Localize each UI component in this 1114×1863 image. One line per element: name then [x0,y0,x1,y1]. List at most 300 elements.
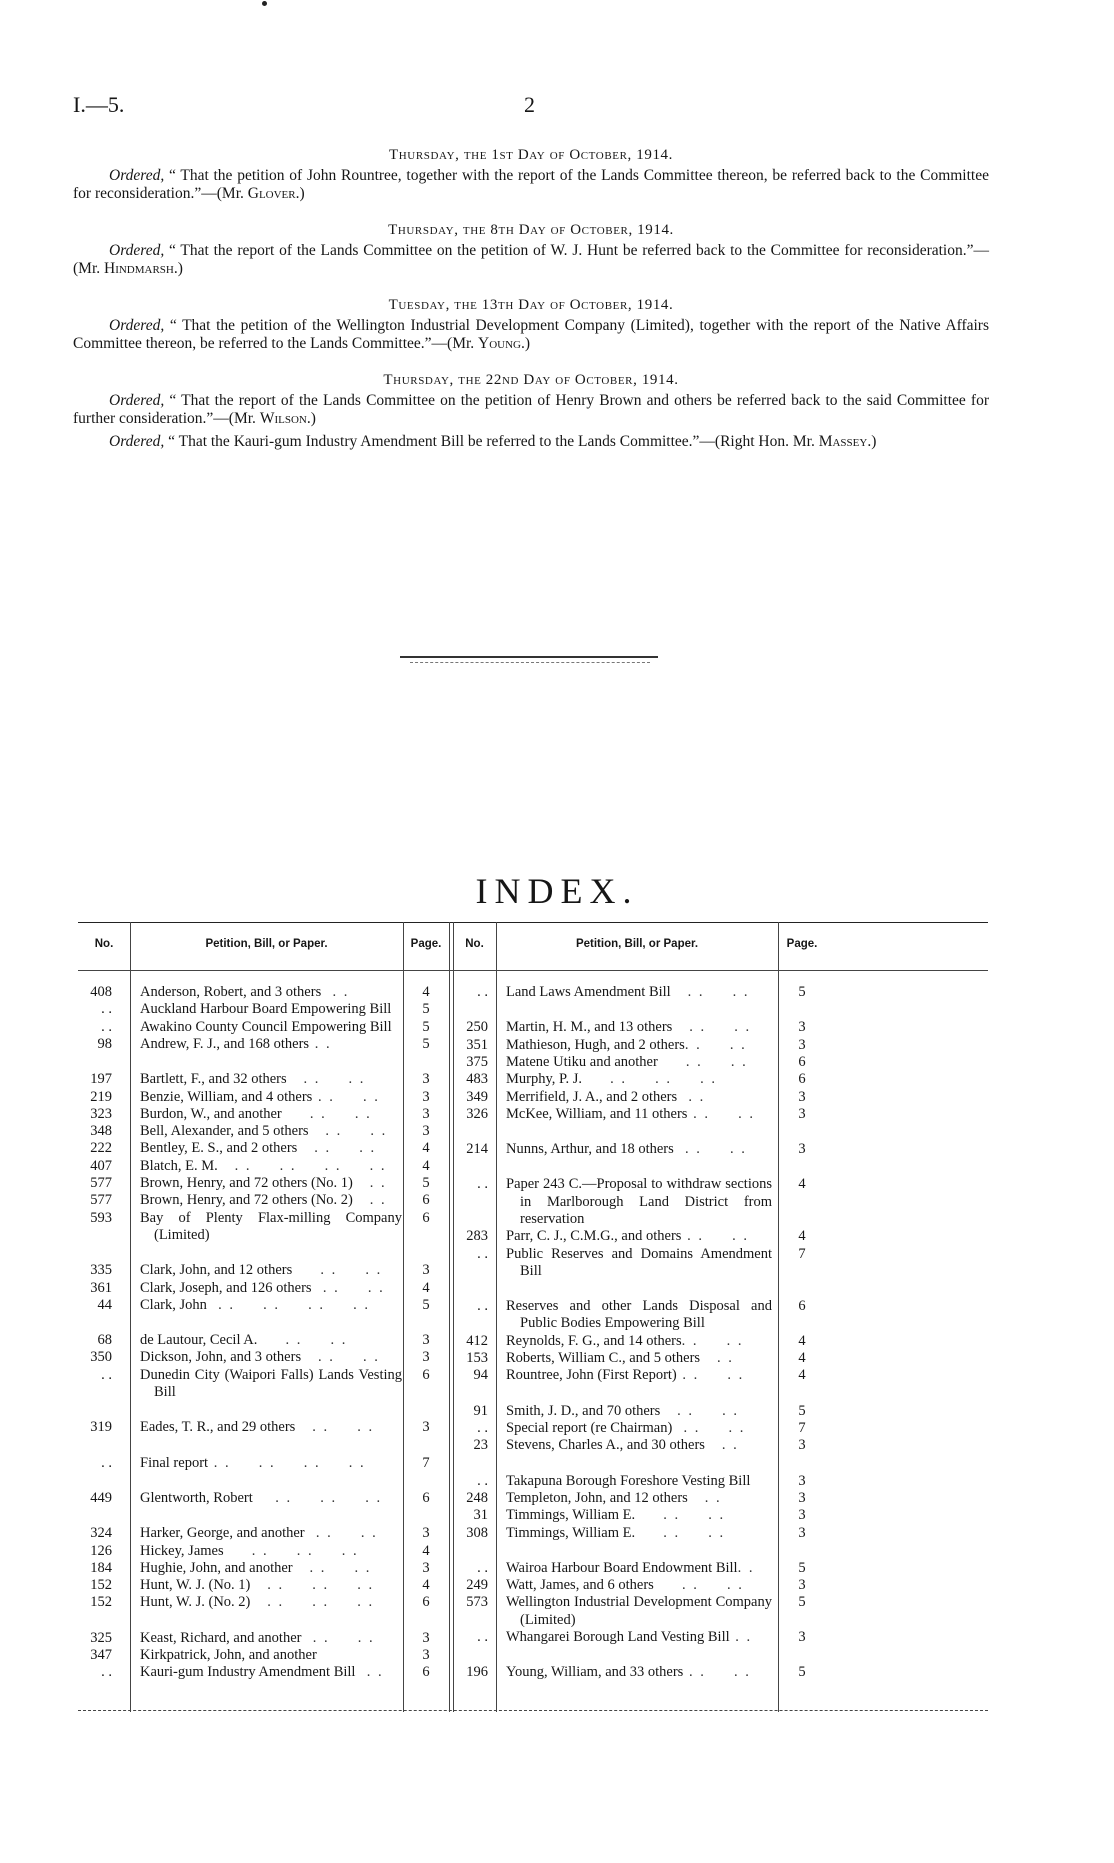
entry-title [506,1473,772,1490]
entry-title [506,1664,772,1681]
order-body: “ That the Kauri-gum Industry Amendment Bill be referred to the Lands Committee.”—(Right Hon. Mr. [164,433,819,450]
entry-leaders: . . . . [635,1507,726,1524]
entry-number: 184 [90,1559,112,1576]
entry-title [506,1246,772,1281]
entry-title-text: Smith, J. D., and 70 others [506,1402,661,1419]
orders-section [73,146,989,469]
entry-page: 3 [422,1349,430,1366]
entry-title [140,1089,402,1106]
entry-page: 3 [798,1088,806,1105]
entry-number: 348 [90,1123,112,1140]
entry-title [140,1419,402,1436]
entry-leaders: . . . . [681,1228,749,1245]
entry-title-text: Paper 243 C.—Proposal to withdraw sections in Marlborough Land District from reservation [506,1176,772,1227]
entry-page: 3 [422,1419,430,1436]
order-verb: Ordered, [109,242,165,259]
entry-number: 153 [466,1350,488,1367]
entry-leaders: . . . . . . [250,1594,375,1611]
entry-title [140,1071,402,1088]
entry-page: 6 [422,1489,430,1506]
entry-page: 3 [422,1123,430,1140]
order-date: Thursday, the 8th Day of October, 1914. [388,222,674,238]
entry-title [506,1403,772,1420]
entry-title [506,1141,772,1158]
entry-number: 91 [473,1402,488,1419]
entry-title [140,1332,402,1349]
entry-title [506,1019,772,1036]
entry-title [140,1192,402,1209]
entry-leaders: . . [352,1192,387,1209]
entry-leaders: . . . . [653,1577,744,1594]
entry-title [140,1297,402,1314]
entry-title-text: Brown, Henry, and 72 others (No. 1) [140,1175,353,1191]
entry-title-text: Watt, James, and 6 others [506,1577,654,1594]
entry-leaders: . . . . [657,1053,748,1070]
entry-leaders: . . [355,1664,384,1681]
entry-page: 3 [422,1262,430,1279]
entry-page: 4 [422,1157,430,1174]
entry-title-text: Mathieson, Hugh, and 2 others [506,1036,685,1053]
entry-number: 319 [90,1419,112,1436]
order-text [73,242,989,278]
entry-title [506,1577,772,1594]
entry-leaders: . . . . [635,1524,726,1541]
entry-title-text: Awakino County Council Empowering Bill [140,1018,392,1035]
entry-title [506,1507,772,1524]
entry-title [506,1420,772,1437]
entry-title-text: Public Reserves and Domains Amendment Bill [506,1245,772,1279]
entry-number: 593 [90,1209,112,1226]
entry-title-text: Martin, H. M., and 13 others [506,1019,673,1036]
entry-number: 98 [97,1035,112,1052]
entry-title-text: Matene Utiku and another [506,1053,658,1070]
entry-page: 6 [798,1053,806,1070]
entry-number: 323 [90,1105,112,1122]
entry-page: 4 [798,1228,806,1245]
entry-title-text: Whangarei Borough Land Vesting Bill [506,1629,730,1645]
entry-page: 3 [798,1489,806,1506]
entry-number: 349 [466,1088,488,1105]
entry-title [140,984,402,1001]
entry-title [140,1560,402,1577]
entry-leaders: . . . . . . [582,1071,718,1088]
entry-page: 5 [798,1594,806,1611]
entry-title-text: Timmings, William E. [506,1524,636,1541]
order-close: .) [295,185,305,202]
entry-page: 3 [798,1472,806,1489]
entry-number: . . [477,1245,488,1262]
section-divider [400,656,658,658]
entry-title [506,1490,772,1507]
entry-leaders: . . [321,984,350,1000]
entry-number: 573 [466,1594,488,1611]
entry-leaders: . . [700,1350,734,1367]
entry-title [506,1333,772,1350]
entry-number: 250 [466,1019,488,1036]
entry-leaders: . . . . [301,1349,380,1366]
entry-number: . . [477,1176,488,1193]
entry-leaders: . . . . [311,1279,385,1296]
entry-leaders: . . . . [295,1419,375,1436]
order-verb: Ordered, [109,433,165,450]
entry-page: 3 [422,1525,430,1542]
entry-page: 3 [798,1629,806,1645]
entry-title [140,1594,402,1611]
entry-number: . . [101,1001,112,1018]
entry-page: 6 [422,1209,430,1226]
entry-number: 248 [466,1489,488,1506]
entry-leaders: . . . . . . . . [217,1157,387,1174]
entry-page: 3 [422,1647,430,1663]
entry-number: 126 [90,1542,112,1559]
entry-title-text: Andrew, F. J., and 168 others [140,1035,310,1052]
entry-number: 23 [473,1437,488,1454]
entry-title [506,1176,772,1228]
entry-page: 3 [422,1332,430,1349]
entry-number: 283 [466,1228,488,1245]
entry-number: . . [477,984,488,1000]
entry-number: 68 [97,1332,112,1349]
section-divider-dashed [410,662,650,663]
entry-page: 7 [798,1245,806,1262]
order-body: “ That the petition of John Rountree, together with the report of the Lands Committee thereon, be referred back to the Committee for reconsideration.”—(Mr. [73,167,989,202]
order-close: .) [867,433,877,450]
entry-leaders: . . . . [684,1036,747,1053]
entry-number: 375 [466,1053,488,1070]
header-page-left: Page. [410,938,442,950]
entry-page: 7 [422,1454,430,1471]
entry-page: 5 [798,984,806,1000]
entry-page: 5 [798,1664,806,1681]
entry-number: . . [101,1018,112,1035]
entry-leaders: . . . . . . . . [206,1296,370,1313]
table-bottom-rule [78,1710,988,1711]
column-divider [130,922,131,1712]
entry-number: 222 [90,1140,112,1157]
page-number: 2 [524,92,535,117]
entry-title-text: Wairoa Harbour Board Endowment Bill [506,1559,738,1576]
document-reference: I.—5. [73,92,125,117]
entry-leaders: . . . . [673,1141,747,1158]
entry-leaders: . . [737,1559,755,1576]
entry-title-text: Templeton, John, and 12 others [506,1489,688,1506]
entry-leaders: . . . . [292,1559,372,1576]
index-title: INDEX. [475,871,639,911]
entry-leaders: . . [729,1629,753,1645]
order-body: “ That the report of the Lands Committee on the petition of W. J. Hunt be referred back to the Committee for reconsideration.”—(Mr. [73,242,989,277]
entry-title [506,1350,772,1367]
entry-title [140,1664,402,1681]
entry-title [506,1437,772,1454]
entry-title-text: Parr, C. J., C.M.G., and others [506,1228,682,1245]
entry-title [140,1630,402,1647]
header-no-right: No. [465,938,484,950]
entry-leaders: . . . . [292,1262,383,1279]
order-date: Tuesday, the 13th Day of October, 1914. [388,297,674,313]
table-header-rule [78,970,988,971]
header-title-left: Petition, Bill, or Paper. [205,938,328,950]
entry-number: 347 [90,1647,112,1663]
entry-number: 361 [90,1279,112,1296]
entry-title [140,1280,402,1297]
entry-title-text: Hickey, James [140,1542,224,1559]
entry-title-text: Nunns, Arthur, and 18 others [506,1141,674,1158]
entry-title [140,1647,402,1664]
entry-page: 5 [422,1001,430,1018]
entry-page: 5 [422,1018,430,1035]
entry-title [140,1210,402,1245]
entry-title-text: Kauri-gum Industry Amendment Bill [140,1664,356,1681]
entry-number: 44 [97,1296,112,1313]
entry-leaders: . . . . [301,1629,375,1646]
entry-page: 5 [798,1559,806,1576]
entry-title [140,1123,402,1140]
entry-title [140,1262,402,1279]
order-member: Massey [818,433,868,450]
entry-leaders: . . . . [257,1332,348,1349]
entry-number: 449 [90,1489,112,1506]
entry-page: 4 [798,1367,806,1384]
entry-title [140,1036,402,1053]
entry-number: 351 [466,1036,488,1053]
entry-page: 6 [422,1664,430,1681]
entry-number: 31 [473,1507,488,1524]
entry-title-text: Roberts, William C., and 5 others [506,1350,701,1367]
entry-title-text: Dickson, John, and 3 others [140,1349,302,1366]
order-body: “ That the petition of the Wellington Industrial Development Company (Limited), together with the report of the Native Affairs Committee thereon, be referred to the Lands Committee.”—(Mr. [73,317,989,352]
entry-title [140,1001,402,1018]
entry-page: 3 [798,1507,806,1524]
entry-number: 308 [466,1524,488,1541]
entry-title-text: Final report [140,1454,209,1471]
entry-title [140,1577,402,1594]
entry-page: 4 [422,1577,430,1594]
entry-number: 577 [90,1192,112,1209]
entry-page: 3 [798,1036,806,1053]
table-top-rule [78,922,988,923]
entry-leaders: . . [677,1088,706,1105]
entry-title [506,1367,772,1384]
entry-title-text: Murphy, P. J. [506,1071,583,1088]
entry-number: 412 [466,1332,488,1349]
entry-page: 6 [422,1192,430,1209]
order-text [73,433,989,451]
entry-leaders: . . . . . . . . [208,1454,366,1471]
entry-title-text: Takapuna Borough Foreshore Vesting Bill [506,1472,751,1489]
entry-title [506,1037,772,1054]
column-divider [496,922,497,1712]
entry-leaders: . . . . [670,984,750,1000]
entry-number: 408 [90,984,112,1000]
entry-title-text: Blatch, E. M. [140,1157,218,1174]
entry-number: 350 [90,1349,112,1366]
entry-title [506,1298,772,1333]
entry-number: . . [101,1664,112,1681]
entry-leaders: . . . . [672,1019,752,1036]
order-text [73,167,989,203]
entry-number: 249 [466,1577,488,1594]
entry-title-text: Brown, Henry, and 72 others (No. 2) [140,1192,353,1209]
order-close: .) [521,335,531,352]
entry-number: 152 [90,1577,112,1594]
entry-title [506,1560,772,1577]
entry-page: 3 [798,1577,806,1594]
entry-page: 3 [798,1524,806,1541]
entry-title-text: Land Laws Amendment Bill [506,984,671,1000]
entry-page: 4 [798,1176,806,1193]
entry-page: 4 [422,1279,430,1296]
entry-title-text: Reserves and other Lands Disposal and Public Bodies Empowering Bill [506,1298,772,1332]
entry-number: 94 [473,1367,488,1384]
entry-title [140,1349,402,1366]
entry-title-text: Anderson, Robert, and 3 others [140,984,322,1000]
entry-page: 4 [422,1542,430,1559]
entry-leaders: . . . . [681,1332,744,1349]
entry-title-text: Bartlett, F., and 32 others [140,1071,287,1088]
entry-leaders: . . . . [312,1088,380,1105]
entry-title-text: Harker, George, and another [140,1525,305,1542]
entry-leaders: . . [687,1489,722,1506]
entry-page: 5 [422,1175,430,1191]
entry-title-text: Bell, Alexander, and 5 others [140,1123,309,1140]
entry-leaders: . . . . [286,1071,366,1088]
order-member: Young [478,335,522,352]
entry-number: 196 [466,1664,488,1681]
entry-title-text: Dunedin City (Waipori Falls) Lands Vesting Bill [140,1366,402,1400]
entry-leaders: . . [352,1175,387,1191]
entry-page: 7 [798,1420,806,1436]
entry-page: 4 [422,1140,430,1157]
entry-title-text: Auckland Harbour Board Empowering Bill [140,1001,392,1018]
order-close: .) [173,260,183,277]
entry-title-text: Clark, John, and 12 others [140,1262,293,1279]
entry-leaders: . . . . [660,1402,740,1419]
header-title-right: Petition, Bill, or Paper. [575,938,699,950]
entry-title-text: Young, William, and 33 others [506,1664,684,1681]
entry-title-text: Hughie, John, and another [140,1559,293,1576]
entry-title [506,1228,772,1245]
entry-title-text: Special report (re Chairman) [506,1420,673,1436]
entry-title-text: Hunt, W. J. (No. 2) [140,1594,251,1611]
entry-leaders: . . . . [672,1420,746,1436]
entry-leaders: . . . . [683,1664,751,1681]
entry-page: 3 [422,1088,430,1105]
order-close: .) [306,410,316,427]
order-text [73,392,989,428]
entry-title-text: Bay of Plenty Flax-milling Company (Limited) [140,1209,402,1243]
entry-leaders: . . . . [304,1525,378,1542]
entry-title-text: Wellington Industrial Development Company (Limited) [506,1594,772,1628]
entry-leaders: . . . . [281,1105,372,1122]
entry-title [140,1455,402,1472]
header-no-left: No. [94,938,114,950]
order-member: Glover [247,185,296,202]
entry-page: 5 [422,1035,430,1052]
entry-page: 6 [798,1298,806,1315]
entry-leaders: . . . . [676,1367,745,1384]
entry-number: 324 [90,1525,112,1542]
entry-leaders: . . [309,1035,332,1052]
entry-number: 335 [90,1262,112,1279]
entry-title-text: Hunt, W. J. (No. 1) [140,1577,251,1594]
entry-title [140,1158,402,1175]
entry-page: 3 [798,1437,806,1454]
order-verb: Ordered, [109,317,165,334]
entry-title [140,1106,402,1123]
entry-title [506,1054,772,1071]
entry-leaders: . . [704,1437,739,1454]
entry-page: 3 [798,1141,806,1158]
entry-page: 3 [422,1071,430,1088]
order-member: Wilson [259,410,307,427]
entry-title-text: Glentworth, Robert [140,1489,253,1506]
entry-number: 326 [466,1105,488,1122]
entry-number: . . [477,1559,488,1576]
entry-title-text: de Lautour, Cecil A. [140,1332,258,1349]
index-table [78,922,988,1713]
header-page-right: Page. [786,938,818,950]
entry-title [506,984,772,1001]
order-verb: Ordered, [109,392,165,409]
entry-title [140,1543,402,1560]
entry-page: 6 [422,1594,430,1611]
entry-title [140,1175,402,1192]
entry-number: 214 [466,1141,488,1158]
entry-title [506,1594,772,1629]
entry-title [506,1071,772,1088]
entry-title-text: Timmings, William E. [506,1507,636,1524]
order-body: “ That the report of the Lands Committee on the petition of Henry Brown and others be referred back to the said Committee for further consideration.”—(Mr. [73,392,989,427]
entry-number: . . [101,1366,112,1383]
entry-title-text: Bentley, E. S., and 2 others [140,1140,298,1157]
entry-page: 3 [798,1105,806,1122]
entry-title-text: Keast, Richard, and another [140,1629,302,1646]
entry-leaders: . . . . [308,1123,388,1140]
entry-title-text: Reynolds, F. G., and 14 others [506,1332,682,1349]
entry-number: 483 [466,1071,488,1088]
entry-leaders: . . . . . . [250,1577,375,1594]
margin-dot [262,1,267,6]
entry-leaders: . . . . [687,1105,755,1122]
entry-title-text: Eades, T. R., and 29 others [140,1419,296,1436]
entry-title [140,1140,402,1157]
order-date: Thursday, the 1st Day of October, 1914. [389,147,673,163]
entry-page: 3 [422,1559,430,1576]
entry-number: 197 [90,1071,112,1088]
entry-title [506,1106,772,1123]
order-member: Hindmarsh [104,260,174,277]
entry-title-text: Clark, John [140,1296,207,1313]
entry-number: . . [477,1298,488,1315]
entry-title-text: Benzie, William, and 4 others [140,1088,313,1105]
entry-number: 152 [90,1594,112,1611]
entry-title [506,1089,772,1106]
entry-title-text: Stevens, Charles A., and 30 others [506,1437,705,1454]
entry-page: 6 [422,1366,430,1383]
entry-number: . . [477,1420,488,1436]
entry-title [140,1019,402,1036]
entry-title-text: McKee, William, and 11 others [506,1105,688,1122]
entry-title [506,1629,772,1646]
entry-page: 4 [422,984,430,1000]
entry-number: . . [477,1629,488,1645]
entry-leaders: . . . . . . [252,1489,383,1506]
entry-title [506,1525,772,1542]
entry-leaders: . . . . [297,1140,377,1157]
entry-page: 3 [422,1629,430,1646]
entry-number: 577 [90,1175,112,1191]
entry-page: 5 [422,1296,430,1313]
